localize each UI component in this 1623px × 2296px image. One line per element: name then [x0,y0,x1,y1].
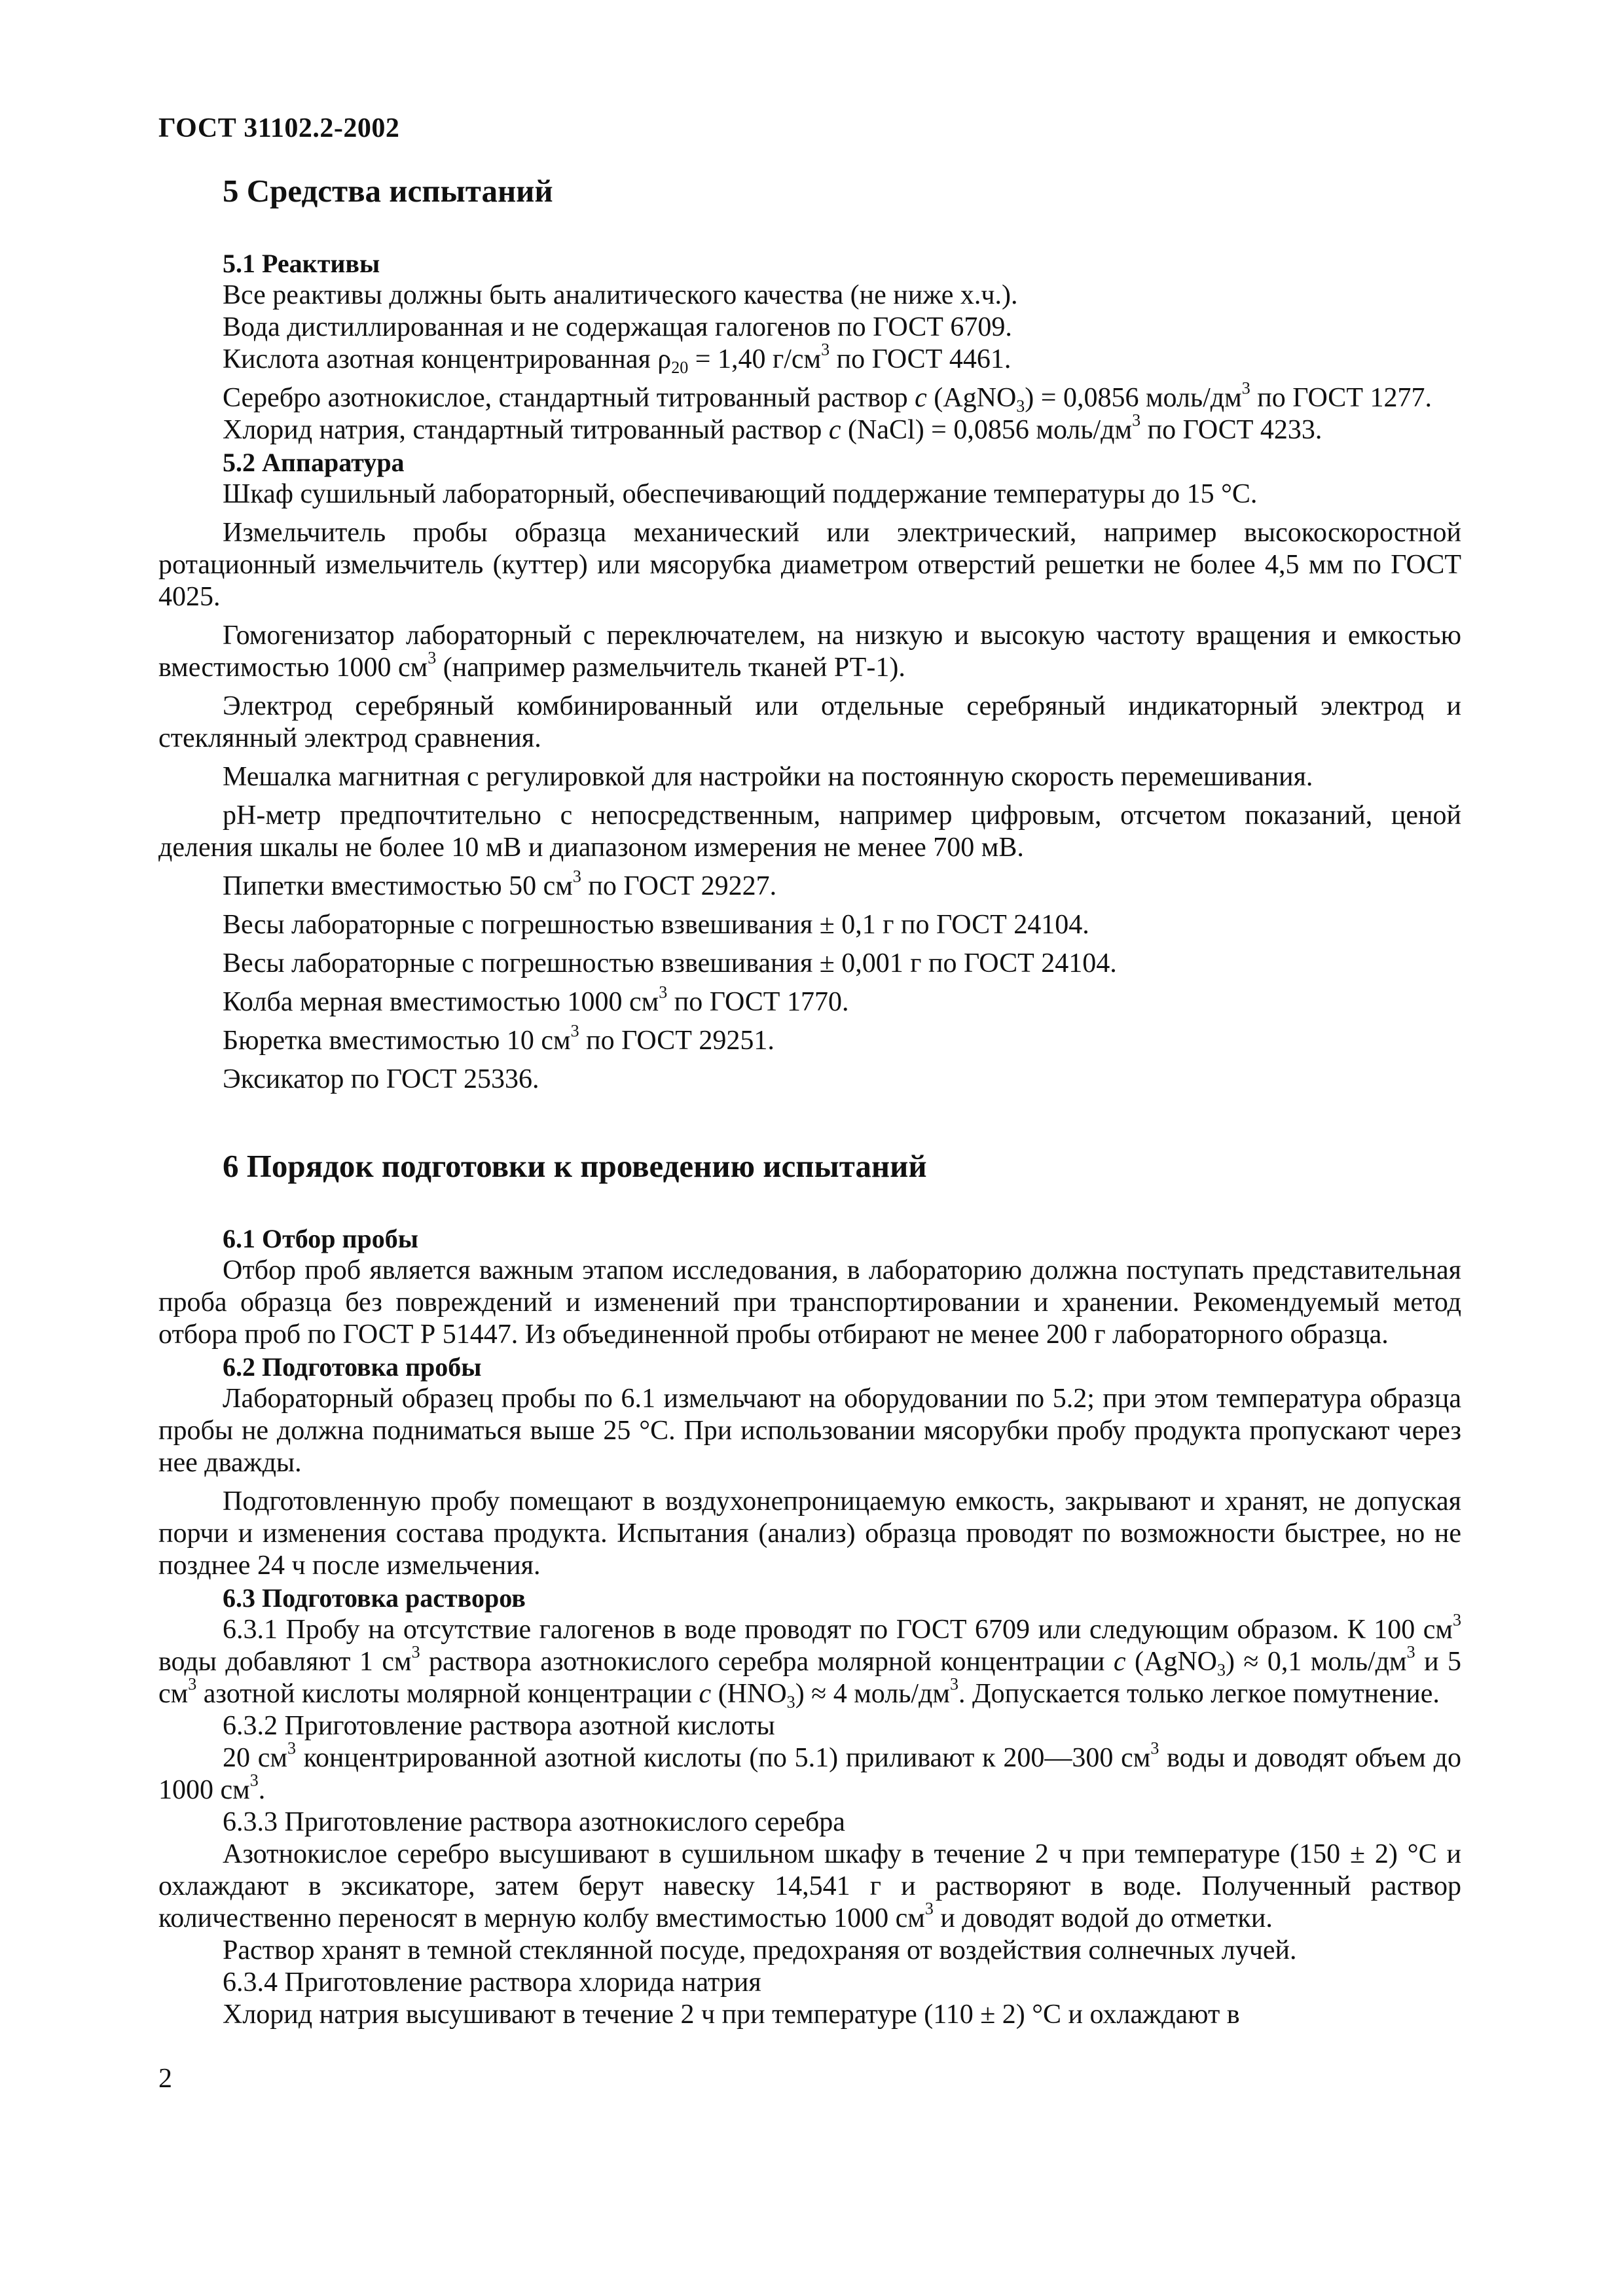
paragraph: Азотнокислое серебро высушивают в сушильном шкафу в течение 2 ч при температуре (150 ± 2) °С и охлаждают в эксикаторе, затем берут навеску 14,541 г и растворяют в воде. Полученный раствор количественно переносят в мерную колбу вместимостью 1000 $см^3$ и доводят водой до отметки. [158,1839,1461,1933]
paragraph: Вода дистиллированная и не содержащая галогенов по ГОСТ 6709. [223,312,1012,342]
paragraph: Мешалка магнитная с регулировкой для настройки на постоянную скорость перемешивания. [223,762,1313,792]
paragraph: Все реактивы должны быть аналитического качества (не ниже х.ч.). [223,280,1018,310]
paragraph: 6.3.3 Приготовление раствора азотнокислого серебра [223,1807,845,1837]
paragraph: Весы лабораторные с погрешностью взвешивания ± 0,001 г по ГОСТ 24104. [223,948,1117,978]
subsection-5-2-title: 5.2 Аппаратура [223,448,405,477]
section-5-title: 5 Средства испытаний [223,173,553,209]
subsection-6-1-title: 6.1 Отбор пробы [223,1224,419,1253]
paragraph: Бюретка вместимостью 10 $см^3$ по ГОСТ 29251. [223,1021,775,1056]
paragraph: Лабораторный образец пробы по 6.1 измельчают на оборудовании по 5.2; при этом температура образца пробы не должна подниматься выше 25 °С. При использовании мясорубки пробу продукта пропускают через нее дважды. [158,1384,1461,1478]
paragraph: 6.3.2 Приготовление раствора азотной кислоты [223,1711,775,1741]
paragraph: Эксикатор по ГОСТ 25336. [223,1064,539,1094]
paragraph: Подготовленную пробу помещают в воздухонепроницаемую емкость, закрывают и хранят, не допуская порчи и изменения состава продукта. Испытания (анализ) образца проводят по возможности быстрее, но не позднее 24 ч после измельчения. [158,1486,1461,1581]
paragraph: Кислота азотная концентрированная $\rho_{20} = 1,40$ $г/см^3$ по ГОСТ 4461. [223,340,1012,377]
page-body [158,171,1461,2031]
paragraph: 6.3.1 Пробу на отсутствие галогенов в воде проводят по ГОСТ 6709 или следующим образом. К 100 $см^3$ воды добавляют 1 $см^3$ раствора азотнокислого серебра молярной концентрации c (AgNO$_3$) ≈ 0,1 моль/$дм^3$ и 5 $см^3$ азотной кислоты молярной концентрации c $(HNO_3) \approx 4$ моль/$дм^3$. Допускается только легкое помутнение. [158,1610,1461,1712]
paragraph: Шкаф сушильный лабораторный, обеспечивающий поддержание температуры до 15 °С. [223,479,1258,509]
subsection-6-2-title: 6.2 Подготовка пробы [223,1352,482,1382]
subsection-6-3-title: 6.3 Подготовка растворов [223,1583,526,1613]
paragraph: 6.3.4 Приготовление раствора хлорида натрия [223,1967,761,1998]
page-number: 2 [158,2064,172,2094]
paragraph: Измельчитель пробы образца механический или электрический, например высокоскоростной ротационный измельчитель (куттер) или мясорубка диаметром отверстий решетки не более 4,5 мм по ГОСТ 4025. [158,518,1461,612]
paragraph: Хлорид натрия, стандартный титрованный раствор c (NaCl) = 0,0856 моль/$дм^3$ по ГОСТ 4233. [223,410,1322,445]
paragraph: Отбор проб является важным этапом исследования, в лабораторию должна поступать представительная проба образца без повреждений и изменений при транспортировании и хранении. Рекомендуемый метод отбора проб по ГОСТ Р 51447. Из объединенной пробы отбирают не менее 200 г лабораторного образца. [158,1255,1461,1350]
paragraph: Колба мерная вместимостью 1000 $см^3$ по ГОСТ 1770. [223,982,849,1017]
document-code: ГОСТ 31102.2-2002 [158,113,400,143]
subsection-5-1-title: 5.1 Реактивы [223,249,380,278]
paragraph: Хлорид натрия высушивают в течение 2 ч при температуре (110 ± 2) °С и охлаждают в [223,2000,1240,2030]
section-6-title: 6 Порядок подготовки к проведению испытаний [223,1148,927,1184]
paragraph: 20 $см^3$ концентрированной азотной кислоты (по 5.1) приливают к 200—300 $см^3$ воды и доводят объем до 1000 $см^3$. [158,1738,1461,1805]
paragraph: рН-метр предпочтительно с непосредственным, например цифровым, отсчетом показаний, ценой деления шкалы не более 10 мВ и диапазоном измерения не менее 700 мВ. [158,800,1461,863]
paragraph: Раствор хранят в темной стеклянной посуде, предохраняя от воздействия солнечных лучей. [223,1935,1297,1965]
paragraph: Весы лабораторные с погрешностью взвешивания ± 0,1 г по ГОСТ 24104. [223,910,1089,940]
paragraph: Серебро азотнокислое, стандартный титрованный раствор c (AgNO$_3$) = 0,0856 моль/$дм^3$ по ГОСТ 1277. [223,378,1432,416]
paragraph: Гомогенизатор лабораторный с переключателем, на низкую и высокую частоту вращения и емкостью вместимостью 1000 $см^3$ (например размельчитель тканей РТ-1). [158,620,1461,683]
paragraph: Пипетки вместимостью 50 $см^3$ по ГОСТ 29227. [223,867,777,901]
paragraph: Электрод серебряный комбинированный или отдельные серебряный индикаторный электрод и стеклянный электрод сравнения. [158,691,1461,753]
